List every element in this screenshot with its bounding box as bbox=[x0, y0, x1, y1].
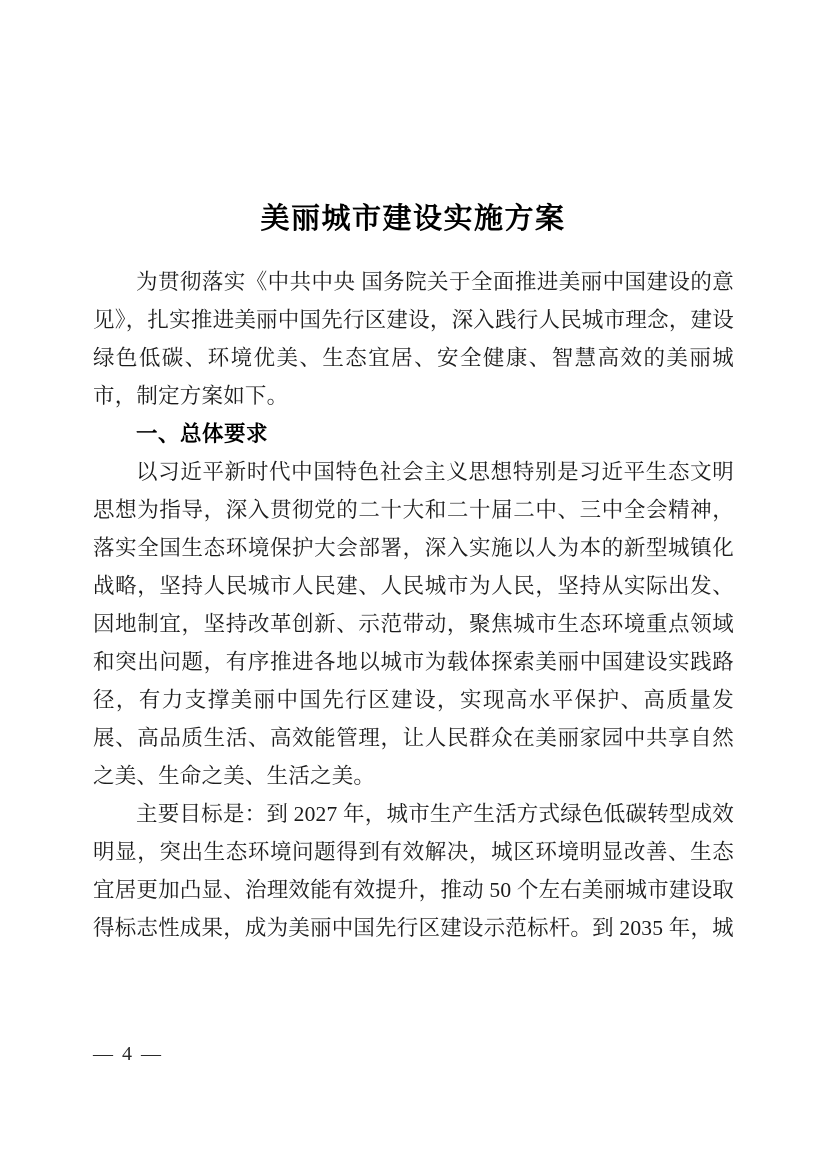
page-number: — 4 — bbox=[93, 1043, 163, 1065]
document-body bbox=[93, 263, 734, 947]
paragraph-main-goals: 主要目标是：到 2027 年，城市生产生活方式绿色低碳转型成效明显，突出生态环境问题得到有效解决，城区环境明显改善、生态宜居更加凸显、治理效能有效提升，推动 50 个左右美丽城市建设取得标志性成果，成为美丽中国先行区建设示范标杆。到 2035 年，城 bbox=[93, 802, 734, 940]
paragraph-guiding-ideology: 以习近平新时代中国特色社会主义思想特别是习近平生态文明思想为指导，深入贯彻党的二十大和二十届二中、三中全会精神，落实全国生态环境保护大会部署，深入实施以人为本的新型城镇化战略，坚持人民城市人民建、人民城市为人民，坚持从实际出发、因地制宜，坚持改革创新、示范带动，聚焦城市生态环境重点领域和突出问题，有序推进各地以城市为载体探索美丽中国建设实践路径，有力支撑美丽中国先行区建设，实现高水平保护、高质量发展、高品质生活、高效能管理，让人民群众在美丽家园中共享自然之美、生命之美、生活之美。 bbox=[93, 460, 734, 788]
page-title: 美丽城市建设实施方案 bbox=[260, 203, 566, 236]
section-heading-overall-requirements: 一、总体要求 bbox=[136, 422, 269, 446]
paragraph-preamble: 为贯彻落实《中共中央 国务院关于全面推进美丽中国建设的意见》，扎实推进美丽中国先行区建设，深入践行人民城市理念，建设绿色低碳、环境优美、生态宜居、安全健康、智慧高效的美丽城市，制定方案如下。 bbox=[93, 270, 734, 408]
page-footer bbox=[93, 1040, 734, 1068]
